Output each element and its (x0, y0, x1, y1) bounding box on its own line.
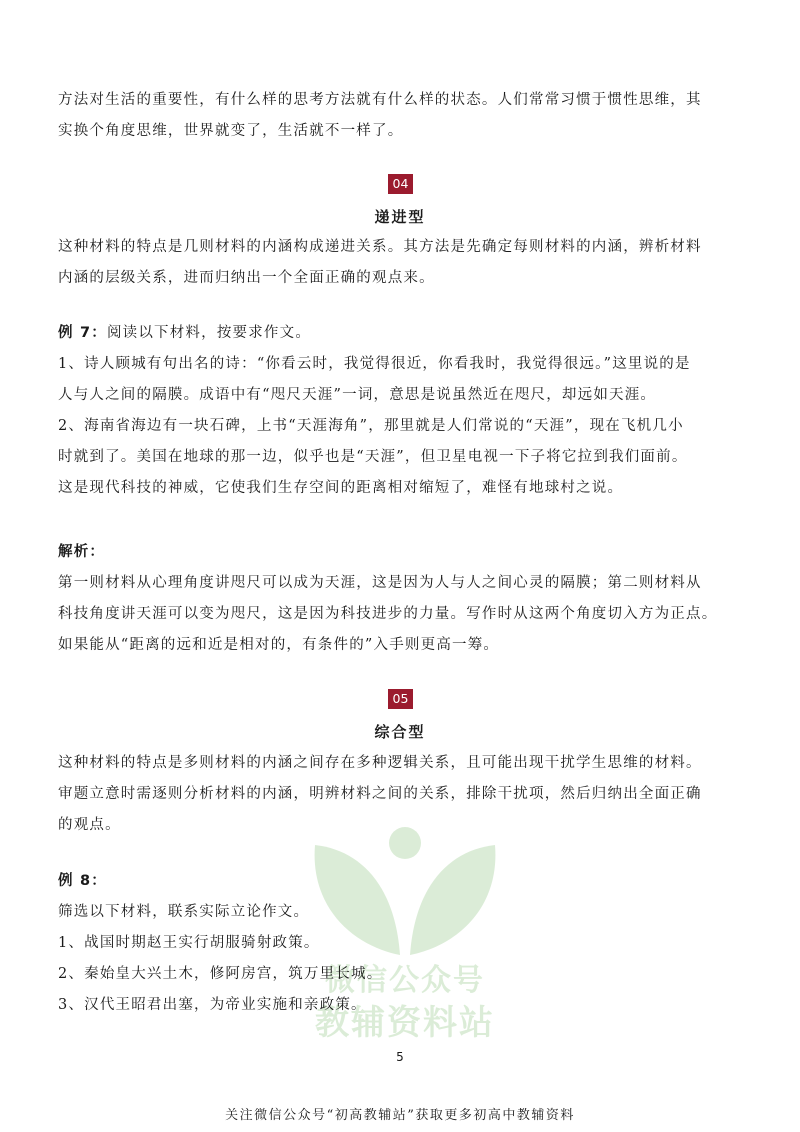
text-line: 时就到了。美国在地球的那一边，似乎也是“天涯”，但卫星电视一下子将它拉到我们面前。 (58, 449, 688, 465)
section-number-badge: 04 (388, 174, 413, 194)
text-line: 筛选以下材料，联系实际立论作文。 (58, 904, 310, 920)
analysis-block (58, 537, 748, 661)
text-line: 科技角度讲天涯可以变为咫尺，这是因为科技进步的力量。写作时从这两个角度切入方为正点。 (58, 606, 718, 622)
text-line: 内涵的层级关系，进而归纳出一个全面正确的观点来。 (58, 270, 435, 286)
text-line: 这种材料的特点是几则材料的内涵构成递进关系。其方法是先确定每则材料的内涵，辨析材料 (58, 239, 702, 255)
text-line: 方法对生活的重要性，有什么样的思考方法就有什么样的状态。人们常常习惯于惯性思维，其 (58, 92, 702, 108)
text-line: 人与人之间的隔膜。成语中有“咫尺天涯”一词，意思是说虽然近在咫尺，却远如天涯。 (58, 387, 657, 403)
intro-paragraph (58, 85, 748, 147)
text-line: 1、战国时期赵王实行胡服骑射政策。 (58, 935, 320, 951)
section-title: 综合型 (374, 723, 426, 741)
text-line: 这是现代科技的神威，它使我们生存空间的距离相对缩短了，难怪有地球村之说。 (58, 480, 624, 496)
example-8 (58, 866, 748, 1021)
page-number: 5 (396, 1050, 404, 1064)
watermark-line-1: 微信公众号 (325, 963, 485, 998)
text-line: 的观点。 (58, 817, 121, 833)
section-description (58, 232, 748, 294)
example-7 (58, 318, 748, 504)
example-label: 例 8： (58, 873, 107, 889)
text-line: 3、汉代王昭君出塞，为帝业实施和亲政策。 (58, 997, 367, 1013)
example-label: 例 7： (58, 325, 107, 341)
analysis-label: 解析： (58, 544, 106, 560)
text-line: 2、海南省海边有一块石碑，上书“天涯海角”，那里就是人们常说的“天涯”，现在飞机几小 (58, 418, 684, 434)
text-line: 第一则材料从心理角度讲咫尺可以成为天涯，这是因为人与人之间心灵的隔膜；第二则材料从 (58, 575, 702, 591)
text-line: 1、诗人顾城有句出名的诗：“你看云时，我觉得很近，你看我时，我觉得很远。”这里说的是 (58, 356, 691, 372)
watermark-line-2: 教辅资料站 (315, 1003, 495, 1043)
example-prompt: 阅读以下材料，按要求作文。 (106, 325, 312, 341)
section-number-badge: 05 (388, 689, 413, 709)
section-description (58, 748, 748, 841)
section-title: 递进型 (374, 208, 426, 226)
text-line: 审题立意时需逐则分析材料的内涵，明辨材料之间的关系，排除干扰项，然后归纳出全面正确 (58, 786, 702, 802)
text-line: 实换个角度思维，世界就变了，生活就不一样了。 (58, 123, 404, 139)
text-line: 这种材料的特点是多则材料的内涵之间存在多种逻辑关系，且可能出现干扰学生思维的材料。 (58, 755, 702, 771)
text-line: 2、秦始皇大兴土木，修阿房宫，筑万里长城。 (58, 966, 383, 982)
example-prompt-line (58, 318, 748, 349)
footer-note: 关注微信公众号“初高教辅站”获取更多初高中教辅资料 (225, 1108, 575, 1123)
text-line: 如果能从“距离的远和近是相对的，有条件的”入手则更高一筹。 (58, 637, 500, 653)
